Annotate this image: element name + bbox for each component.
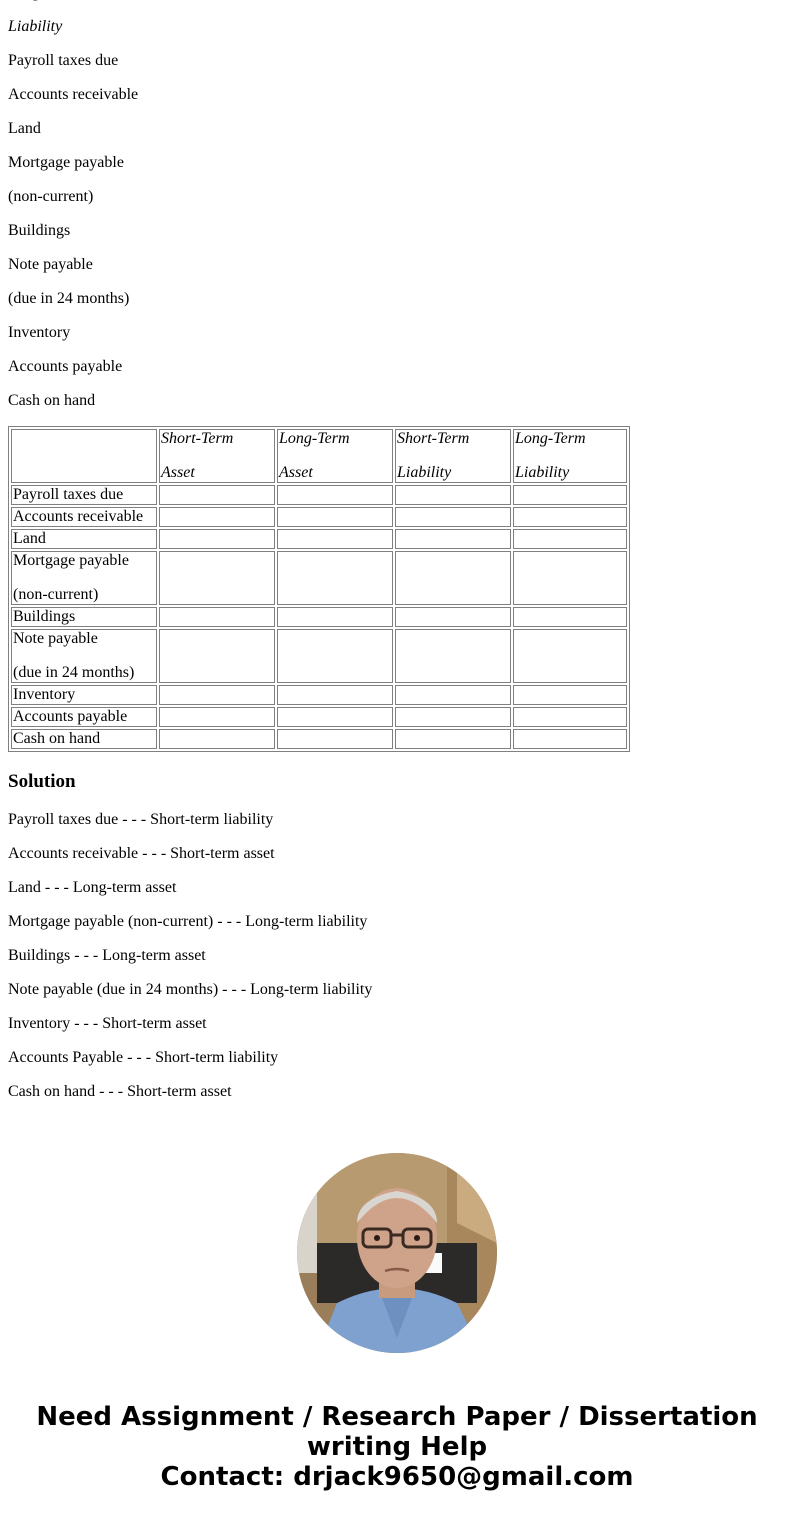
row-sublabel: (due in 24 months)	[13, 664, 135, 681]
table-row	[11, 485, 627, 505]
empty-answer-cell	[159, 729, 275, 749]
empty-answer-cell	[159, 607, 275, 627]
empty-answer-cell	[277, 507, 393, 527]
solution-line: Inventory - - - Short-term asset	[8, 1015, 207, 1032]
portrait-image	[297, 1153, 497, 1353]
empty-answer-cell	[395, 507, 511, 527]
empty-answer-cell	[277, 707, 393, 727]
empty-answer-cell	[277, 529, 393, 549]
empty-answer-cell	[395, 551, 511, 605]
empty-answer-cell	[395, 529, 511, 549]
promo-line-1: Need Assignment / Research Paper / Dissertation	[36, 1402, 758, 1432]
intro-line: Accounts payable	[8, 358, 123, 375]
empty-answer-cell	[395, 685, 511, 705]
intro-list	[8, 0, 786, 426]
empty-answer-cell	[513, 685, 627, 705]
empty-answer-cell	[395, 707, 511, 727]
intro-line: Cash on hand	[8, 392, 96, 409]
row-label-cell: Accounts payable	[11, 707, 157, 727]
solution-line: Note payable (due in 24 months) - - - Long-term liability	[8, 981, 373, 998]
intro-line: (non-current)	[8, 188, 94, 205]
row-label-cell: Cash on hand	[11, 729, 157, 749]
empty-answer-cell	[513, 507, 627, 527]
empty-answer-cell	[159, 629, 275, 683]
row-label-cell	[11, 551, 157, 605]
empty-answer-cell	[159, 485, 275, 505]
empty-answer-cell	[513, 729, 627, 749]
empty-answer-cell	[159, 707, 275, 727]
promo-contact: Contact: drjack9650@gmail.com	[160, 1462, 634, 1492]
solution-line: Payroll taxes due - - - Short-term liability	[8, 811, 274, 828]
empty-answer-cell	[159, 551, 275, 605]
solution-line: Cash on hand - - - Short-term asset	[8, 1083, 232, 1100]
empty-answer-cell	[513, 629, 627, 683]
empty-answer-cell	[513, 551, 627, 605]
empty-answer-cell	[513, 529, 627, 549]
empty-answer-cell	[513, 607, 627, 627]
empty-answer-cell	[513, 485, 627, 505]
empty-answer-cell	[277, 607, 393, 627]
intro-line: Accounts receivable	[8, 86, 139, 103]
row-label-cell: Land	[11, 529, 157, 549]
solution-line: Accounts Payable - - - Short-term liability	[8, 1049, 279, 1066]
empty-answer-cell	[395, 729, 511, 749]
solution-line: Mortgage payable (non-current) - - - Long-term liability	[8, 913, 368, 930]
row-label-cell: Buildings	[11, 607, 157, 627]
intro-line: Liability	[8, 18, 63, 35]
row-label-cell: Payroll taxes due	[11, 485, 157, 505]
solution-heading: Solution	[8, 771, 76, 792]
empty-answer-cell	[159, 685, 275, 705]
empty-answer-cell	[277, 629, 393, 683]
row-label-cell: Inventory	[11, 685, 157, 705]
promo-line-2: writing Help	[306, 1432, 488, 1462]
empty-answer-cell	[159, 507, 275, 527]
row-label-cell	[11, 629, 157, 683]
classification-table	[8, 426, 630, 752]
empty-answer-cell	[277, 485, 393, 505]
empty-answer-cell	[395, 629, 511, 683]
empty-answer-cell	[277, 685, 393, 705]
empty-answer-cell	[277, 729, 393, 749]
solution-line: Buildings - - - Long-term asset	[8, 947, 206, 964]
table-row	[11, 507, 627, 527]
intro-line: Note payable	[8, 256, 93, 273]
document-content	[8, 0, 786, 1117]
table-row	[11, 607, 627, 627]
table-header-row	[11, 429, 627, 483]
header-long-term-liability: Long-Term Liability	[513, 429, 627, 483]
intro-line	[8, 0, 786, 18]
table-row	[11, 629, 627, 683]
row-sublabel: (non-current)	[13, 586, 99, 603]
intro-line: (due in 24 months)	[8, 290, 130, 307]
row-label: Note payable	[13, 630, 98, 647]
table-row	[11, 551, 627, 605]
intro-line: Inventory	[8, 324, 71, 341]
table-row	[11, 707, 627, 727]
empty-answer-cell	[395, 485, 511, 505]
intro-line: Land	[8, 120, 41, 137]
table-row	[11, 685, 627, 705]
row-label-cell: Accounts receivable	[11, 507, 157, 527]
intro-line: Payroll taxes due	[8, 52, 119, 69]
intro-line: Mortgage payable	[8, 154, 124, 171]
empty-answer-cell	[395, 607, 511, 627]
header-short-term-asset: Short-Term Asset	[159, 429, 275, 483]
promo-banner	[0, 1402, 794, 1492]
solution-line: Land - - - Long-term asset	[8, 879, 177, 896]
solution-line: Accounts receivable - - - Short-term asset	[8, 845, 275, 862]
intro-line: Buildings	[8, 222, 71, 239]
empty-answer-cell	[513, 707, 627, 727]
table-corner-cell	[11, 429, 157, 483]
table-row	[11, 529, 627, 549]
solution-list	[8, 811, 786, 1117]
empty-answer-cell	[159, 529, 275, 549]
author-photo	[297, 1153, 497, 1353]
empty-answer-cell	[277, 551, 393, 605]
row-label: Mortgage payable	[13, 552, 129, 569]
header-long-term-asset: Long-Term Asset	[277, 429, 393, 483]
header-short-term-liability: Short-Term Liability	[395, 429, 511, 483]
table-row	[11, 729, 627, 749]
